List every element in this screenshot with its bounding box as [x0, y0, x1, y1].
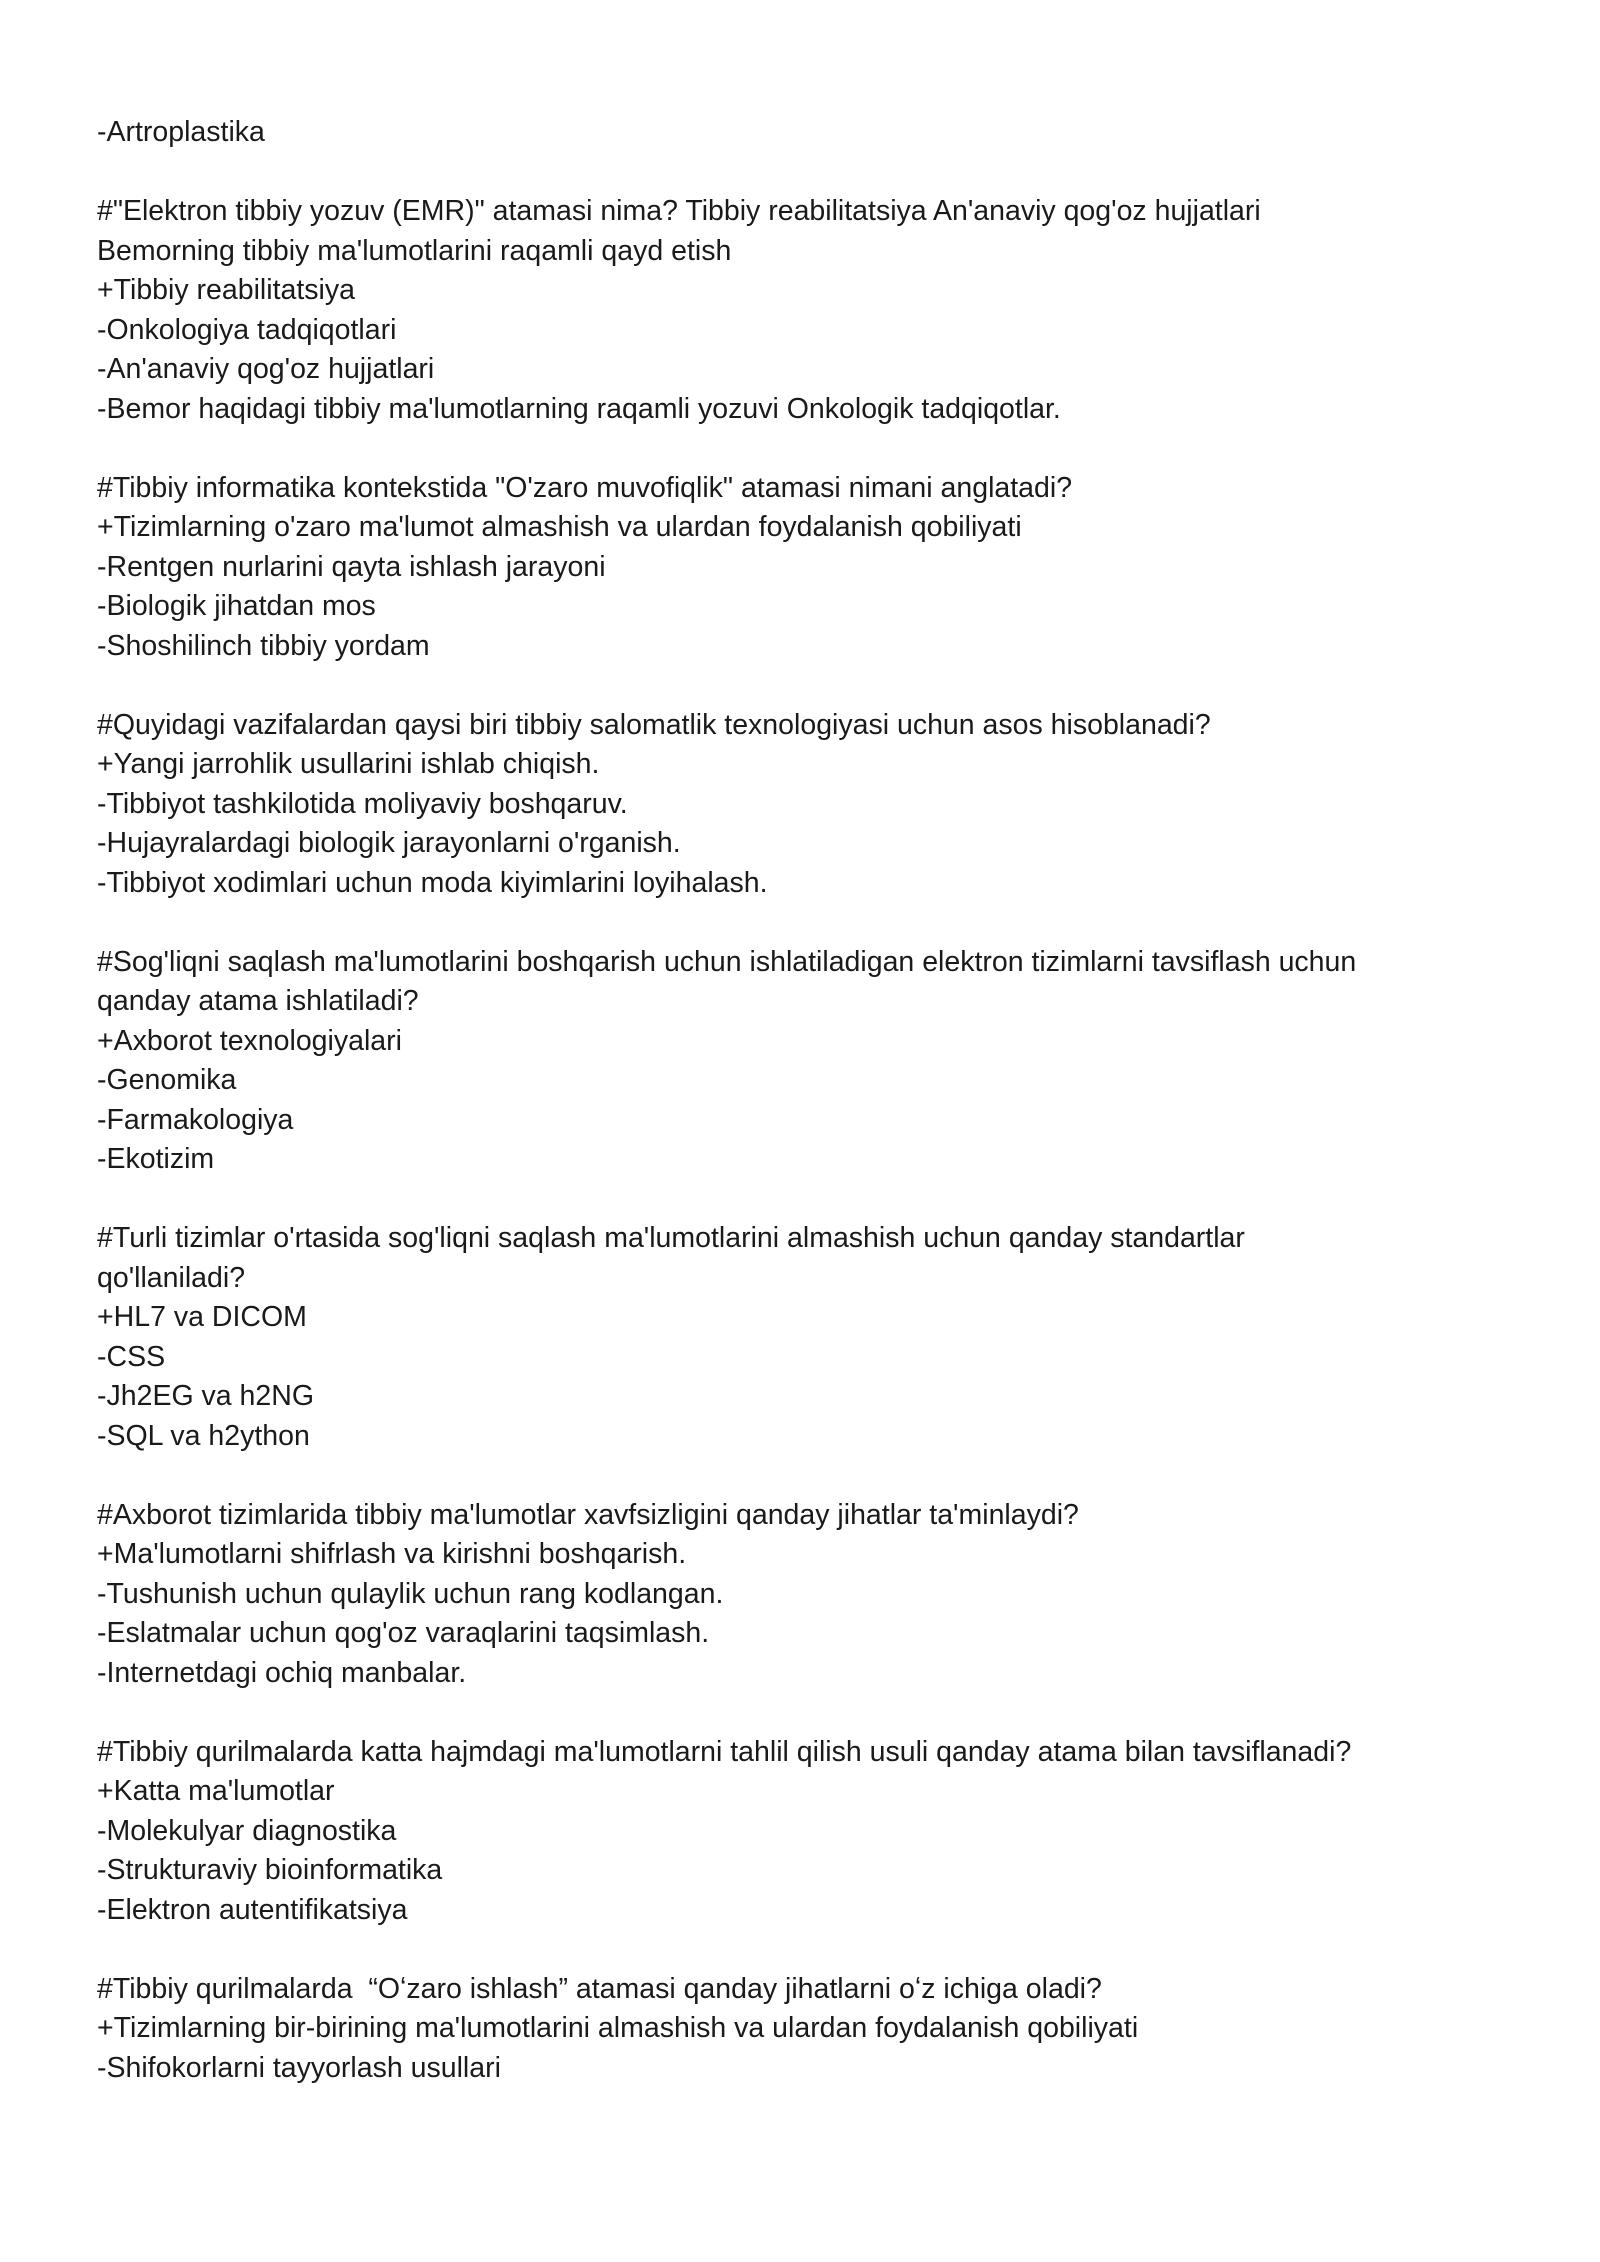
- correct-answer-line: +Katta ma'lumotlar: [97, 1775, 335, 1807]
- answer-option-line: -An'anaviy qog'oz hujjatlari: [97, 353, 435, 385]
- text-line: qo'llaniladi?: [97, 1261, 246, 1294]
- text-line: qanday atama ishlatiladi?: [97, 985, 419, 1017]
- correct-answer-line: +Tizimlarning o'zaro ma'lumot almashish va ulardan foydalanish qobiliyati: [97, 511, 1022, 543]
- answer-option-line: -Elektron autentifikatsiya: [97, 1893, 408, 1926]
- correct-answer-line: +Axborot texnologiyalari: [97, 1024, 402, 1057]
- text-line: Bemorning tibbiy ma'lumotlarini raqamli qayd etish: [97, 234, 732, 267]
- question-line: #"Elektron tibbiy yozuv (EMR)" atamasi nima? Tibbiy reabilitatsiya An'anaviy qog'oz hujjatlari: [97, 195, 1261, 227]
- blank-line: [97, 1930, 1517, 1970]
- correct-answer-line: +HL7 va DICOM: [97, 1301, 307, 1333]
- answer-option-line: -Internetdagi ochiq manbalar.: [97, 1656, 467, 1689]
- blank-line: [97, 1180, 1517, 1220]
- answer-option-line: -Artroplastika: [97, 116, 265, 148]
- document-body: [97, 113, 1517, 2088]
- answer-option-line: -Tibbiyot xodimlari uchun moda kiyimlarini loyihalash.: [97, 866, 768, 899]
- document-page: [97, 113, 1517, 2088]
- correct-answer-line: +Tibbiy reabilitatsiya: [97, 274, 355, 306]
- answer-option-line: -Bemor haqidagi tibbiy ma'lumotlarning raqamli yozuvi Onkologik tadqiqotlar.: [97, 392, 1061, 425]
- answer-option-line: -Jh2EG va h2NG: [97, 1380, 315, 1412]
- answer-option-line: -SQL va h2ython: [97, 1419, 310, 1452]
- question-line: #Tibbiy qurilmalarda “Oʻzaro ishlash” atamasi qanday jihatlarni oʻz ichiga oladi?: [97, 1972, 1102, 2005]
- answer-option-line: -Strukturaviy bioinformatika: [97, 1854, 443, 1886]
- blank-line: [97, 153, 1517, 193]
- answer-option-line: -Onkologiya tadqiqotlari: [97, 313, 397, 346]
- answer-option-line: -Rentgen nurlarini qayta ishlash jarayoni: [97, 550, 606, 583]
- blank-line: [97, 1456, 1517, 1496]
- blank-line: [97, 903, 1517, 943]
- blank-line: [97, 1693, 1517, 1733]
- correct-answer-line: +Yangi jarrohlik usullarini ishlab chiqish.: [97, 748, 600, 780]
- blank-line: [97, 666, 1517, 706]
- answer-option-line: -Farmakologiya: [97, 1103, 294, 1136]
- correct-answer-line: +Tizimlarning bir-birining ma'lumotlarini almashish va ulardan foydalanish qobiliyati: [97, 2012, 1139, 2044]
- answer-option-line: -Ekotizim: [97, 1143, 215, 1175]
- answer-option-line: -CSS: [97, 1340, 166, 1373]
- question-line: #Tibbiy informatika kontekstida "O'zaro muvofiqlik" atamasi nimani anglatadi?: [97, 471, 1073, 504]
- answer-option-line: -Eslatmalar uchun qog'oz varaqlarini taqsimlash.: [97, 1617, 710, 1649]
- answer-option-line: -Molekulyar diagnostika: [97, 1814, 397, 1847]
- question-line: #Axborot tizimlarida tibbiy ma'lumotlar xavfsizligini qanday jihatlar ta'minlaydi?: [97, 1498, 1079, 1531]
- answer-option-line: -Tibbiyot tashkilotida moliyaviy boshqaruv.: [97, 787, 628, 820]
- answer-option-line: -Genomika: [97, 1064, 237, 1096]
- question-line: #Turli tizimlar o'rtasida sog'liqni saqlash ma'lumotlarini almashish uchun qanday standartlar: [97, 1222, 1245, 1254]
- answer-option-line: -Hujayralardagi biologik jarayonlarni o'rganish.: [97, 827, 681, 859]
- correct-answer-line: +Ma'lumotlarni shifrlash va kirishni boshqarish.: [97, 1538, 687, 1570]
- question-line: #Sog'liqni saqlash ma'lumotlarini boshqarish uchun ishlatiladigan elektron tizimlarni tavsiflash uchun: [97, 945, 1357, 978]
- answer-option-line: -Biologik jihatdan mos: [97, 590, 376, 622]
- question-line: #Tibbiy qurilmalarda katta hajmdagi ma'lumotlarni tahlil qilish usuli qanday atama bilan tavsiflanadi?: [97, 1735, 1352, 1768]
- answer-option-line: -Shoshilinch tibbiy yordam: [97, 629, 430, 662]
- answer-option-line: -Shifokorlarni tayyorlash usullari: [97, 2051, 501, 2084]
- question-line: #Quyidagi vazifalardan qaysi biri tibbiy salomatlik texnologiyasi uchun asos hisoblanadi?: [97, 708, 1211, 741]
- blank-line: [97, 429, 1517, 469]
- answer-option-line: -Tushunish uchun qulaylik uchun rang kodlangan.: [97, 1577, 724, 1610]
